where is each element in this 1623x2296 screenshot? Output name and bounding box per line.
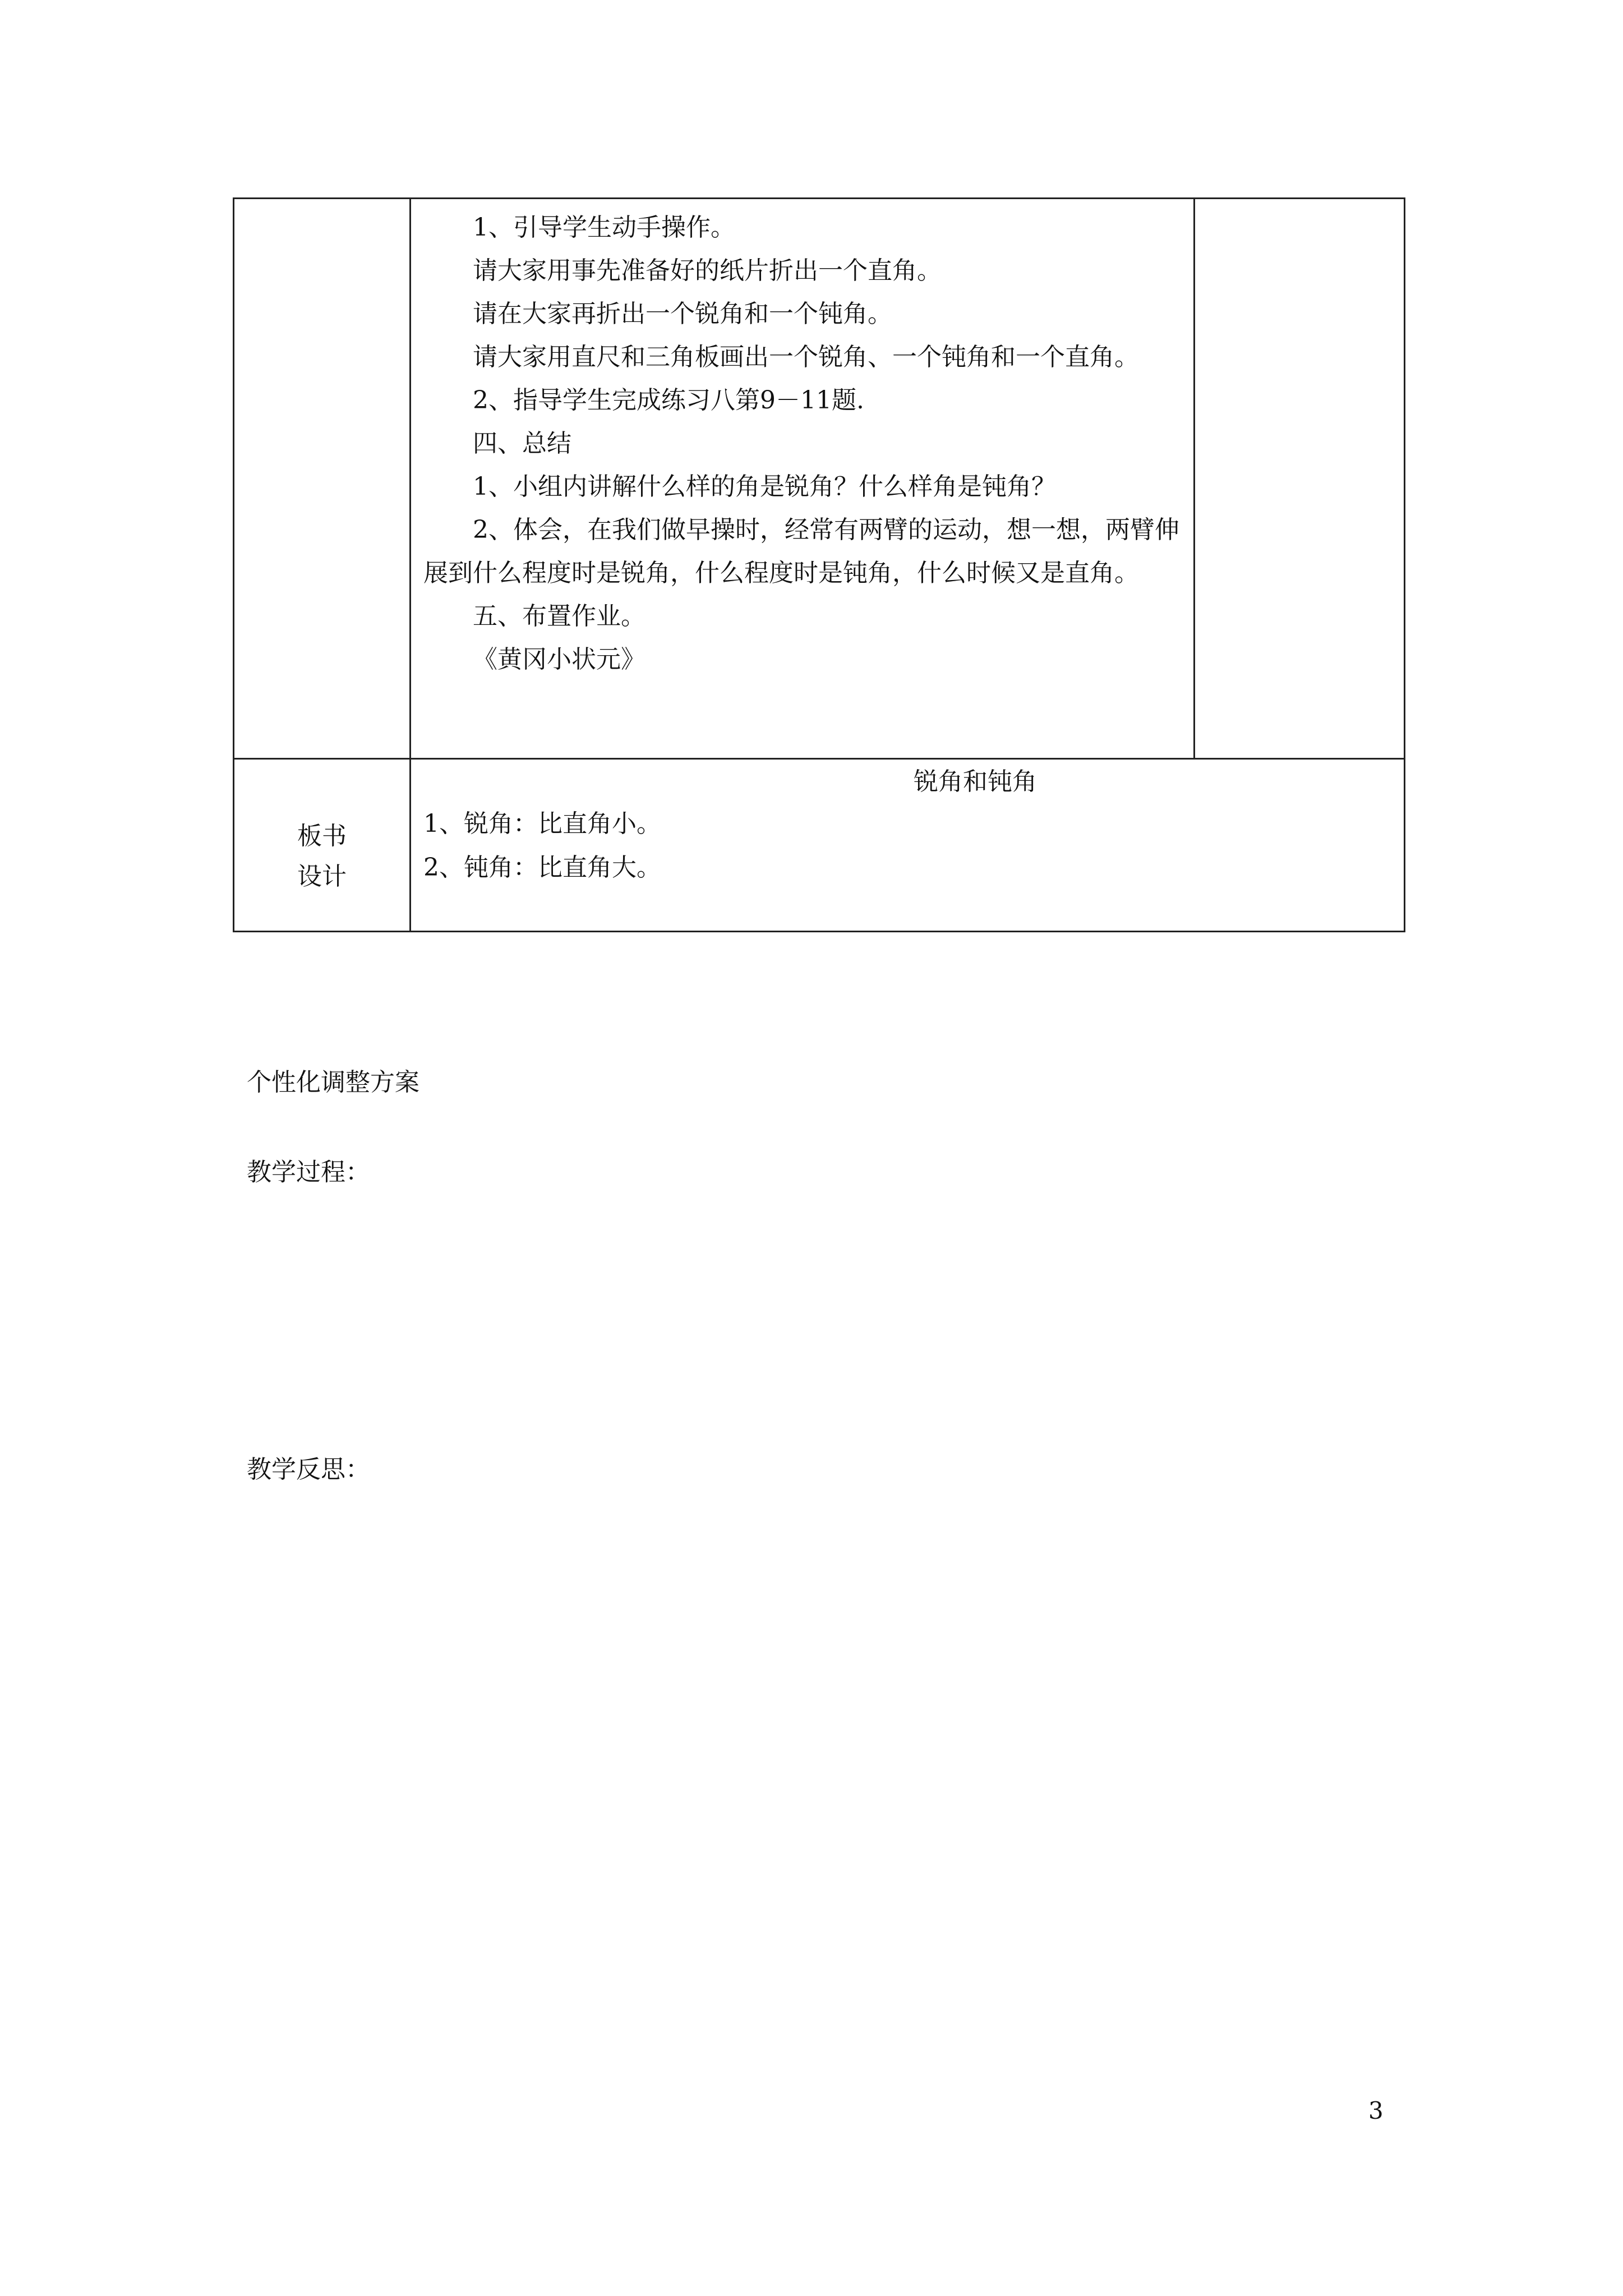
process-content-cell — [411, 199, 1195, 759]
board-design-item: 1、锐角：比直角小。 — [423, 809, 661, 838]
board-design-content-cell — [411, 759, 1405, 932]
board-design-label-cell — [234, 759, 411, 932]
teaching-process-row — [234, 199, 1405, 759]
process-line: 1、引导学生动手操作。 — [473, 213, 735, 242]
lesson-plan-table — [233, 197, 1405, 932]
process-notes-cell — [1195, 199, 1405, 759]
board-label-line1: 板书 — [297, 821, 347, 850]
process-line: 1、小组内讲解什么样的角是锐角？什么样角是钝角？ — [473, 472, 1056, 501]
personalized-plan-heading: 个性化调整方案 — [247, 1068, 419, 1097]
process-label-cell — [234, 199, 411, 759]
teaching-process-heading: 教学过程： — [247, 1158, 370, 1186]
process-line: 请在大家再折出一个锐角和一个钝角。 — [473, 300, 892, 328]
board-design-title: 锐角和钝角 — [914, 767, 1037, 796]
process-line: 五、布置作业。 — [473, 602, 645, 631]
board-design-row — [234, 759, 1405, 932]
page-number: 3 — [1368, 2097, 1384, 2124]
process-line: 2、指导学生完成练习八第9－11题. — [473, 386, 864, 415]
board-design-label — [234, 794, 409, 897]
process-line: 《黄冈小状元》 — [473, 645, 645, 674]
board-label-line2: 设计 — [297, 862, 347, 891]
process-line: 请大家用事先准备好的纸片折出一个直角。 — [473, 256, 942, 285]
process-line: 请大家用直尺和三角板画出一个锐角、一个钝角和一个直角。 — [473, 343, 1139, 371]
process-line: 2、体会，在我们做早操时，经常有两臂的运动，想一想，两臂伸展到什么程度时是锐角，什么程度时是钝角，什么时候又是直角。 — [423, 516, 1179, 587]
process-line: 四、总结 — [473, 429, 571, 458]
teaching-reflection-heading: 教学反思： — [247, 1455, 370, 1484]
board-design-item: 2、钝角：比直角大。 — [423, 853, 661, 882]
